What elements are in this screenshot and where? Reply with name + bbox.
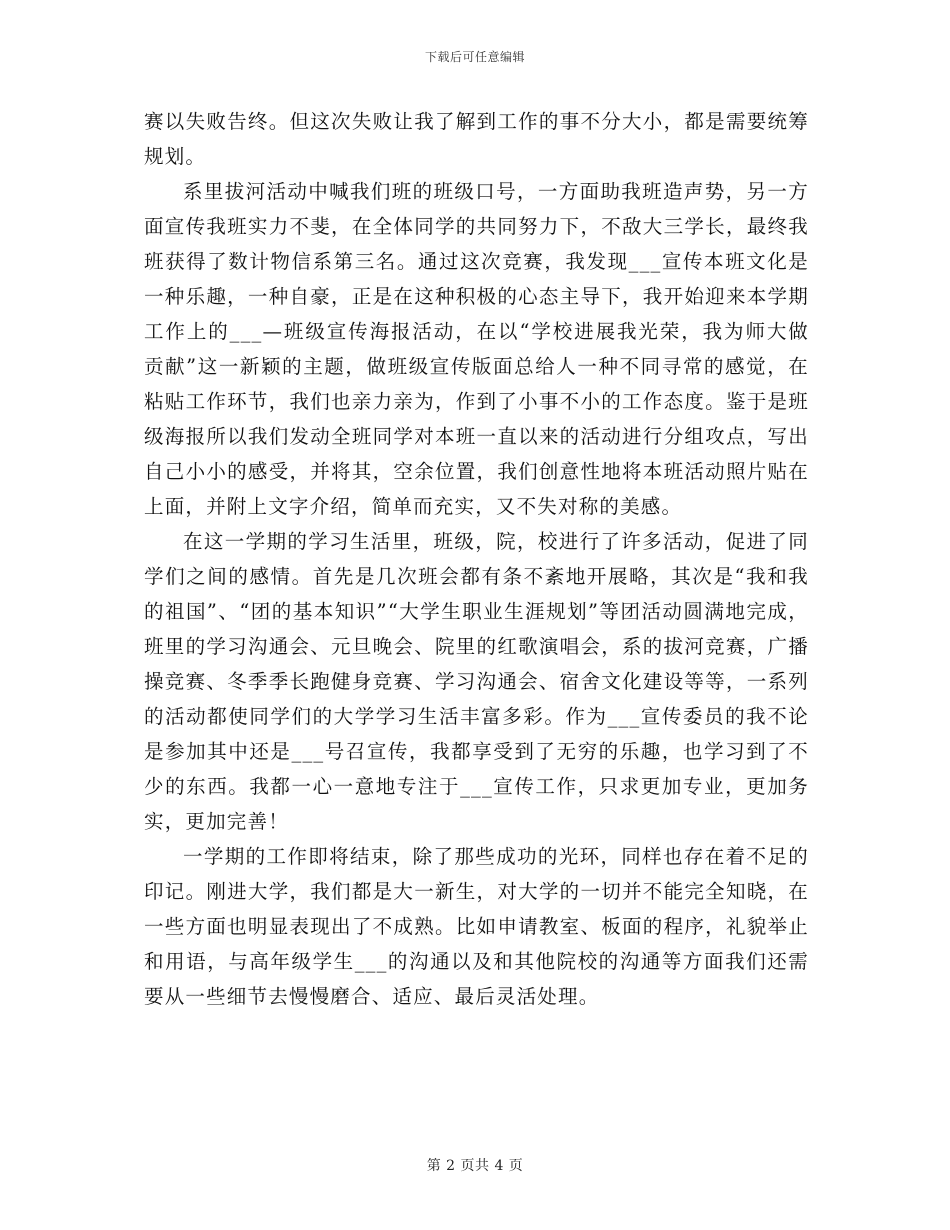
page-number-footer: 第 2 页共 4 页: [426, 1158, 524, 1174]
paragraph-2: 系里拔河活动中喊我们班的班级口号，一方面助我班造声势，另一方面宣传我班实力不斐，在全体同学的共同努力下，不敌大三学长，最终我班获得了数计物信系第三名。通过这次竞赛，我发现___宣传本班文化是一种乐趣，一种自豪，正是在这种积极的心态主导下，我开始迎来本学期工作上的___—班级宣传海报活动，在以“学校进展我光荣，我为师大做贡献”这一新颖的主题，做班级宣传版面总给人一种不同寻常的感觉，在粘贴工作环节，我们也亲力亲为，作到了小事不小的工作态度。鉴于是班级海报所以我们发动全班同学对本班一直以来的活动进行分组攻点，写出自己小小的感受，并将其，空余位置，我们创意性地将本班活动照片贴在上面，并附上文字介绍，简单而充实，又不失对称的美感。: [144, 180, 809, 518]
paragraph-1: 赛以失败告终。但这次失败让我了解到工作的事不分大小，都是需要统筹规划。: [144, 110, 809, 168]
paragraph-3: 在这一学期的学习生活里，班级，院，校进行了许多活动，促进了同学们之间的感情。首先是几次班会都有条不紊地开展略，其次是“我和我的祖国”、“团的基本知识”“大学生职业生涯规划”等团活动圆满地完成，班里的学习沟通会、元旦晚会、院里的红歌演唱会，系的拔河竞赛，广播操竞赛、冬季季长跑健身竞赛、学习沟通会、宿舍文化建设等等，一系列的活动都使同学们的大学学习生活丰富多彩。作为___宣传委员的我不论是参加其中还是___号召宣传，我都享受到了无穷的乐趣，也学习到了不少的东西。我都一心一意地专注于___宣传工作，只求更加专业，更加务实，更加完善！: [144, 530, 809, 833]
paragraph-4: 一学期的工作即将结束，除了那些成功的光环，同样也存在着不足的印记。刚进大学，我们都是大一新生，对大学的一切并不能完全知晓，在一些方面也明显表现出了不成熟。比如申请教室、板面的程序，礼貌举止和用语，与高年级学生___的沟通以及和其他院校的沟通等方面我们还需要从一些细节去慢慢磨合、适应、最后灵活处理。: [144, 845, 809, 1008]
page-header-note: 下载后可任意编辑: [424, 50, 525, 64]
document-body: [144, 104, 809, 1014]
